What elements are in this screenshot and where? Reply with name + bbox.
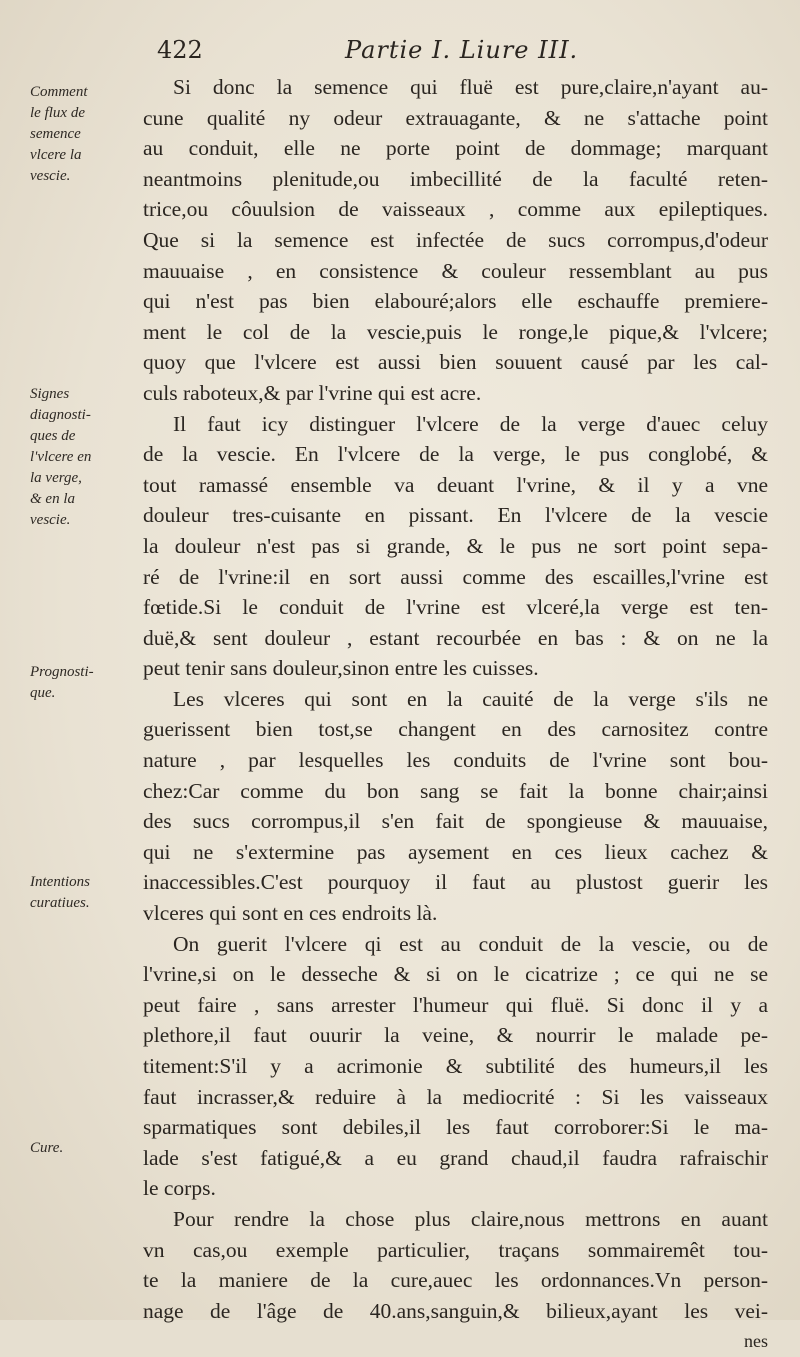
text-line: au conduit, elle ne porte point de dommage; marquant (143, 136, 768, 161)
text-line: nage de l'âge de 40.ans,sanguin,& bilieux,ayant les vei- (143, 1298, 768, 1323)
text-line: neantmoins plenitude,ou imbecillité de la faculté reten- (143, 166, 768, 191)
margin-note-semence (30, 82, 142, 187)
text-line: qui ne s'extermine pas aysement en ces lieux cachez & (143, 839, 768, 864)
text-line: l'vrine,si on le desseche & si on le cicatrize ; ce qui ne se (143, 962, 768, 987)
margin-note-line: vlcere la (30, 147, 82, 163)
text-line: peut faire , sans arrester l'humeur qui fluë. Si donc il y a (143, 992, 768, 1017)
text-line: tout ramassé ensemble va deuant l'vrine, & il y a vne (143, 472, 768, 497)
text-line: douleur tres-cuisante en pissant. En l'vlcere de la vescie (143, 503, 768, 528)
margin-note-line: semence (30, 126, 81, 142)
text-line: des sucs corrompus,il s'en fait de spongieuse & mauuaise, (143, 809, 768, 834)
text-line: faut incrasser,& reduire à la mediocrité : Si les vaisseaux (143, 1084, 768, 1109)
text-line: chez:Car comme du bon sang se fait la bonne chair;ainsi (143, 778, 768, 803)
margin-note-line: la verge, (30, 470, 82, 486)
margin-note-line: Intentions (30, 874, 90, 890)
text-line: mauuaise , en consistence & couleur ressemblant au pus (143, 258, 768, 283)
page-number: 422 (157, 36, 203, 64)
catchword: nes (744, 1331, 768, 1352)
text-line: culs raboteux,& par l'vrine qui est acre. (143, 380, 482, 405)
text-line: On guerit l'vlcere qi est au conduit de la vescie, ou de (173, 931, 768, 956)
text-line: te la maniere de la cure,auec les ordonnances.Vn person- (143, 1268, 768, 1293)
margin-note-line: vescie. (30, 168, 71, 184)
text-line: titement:S'il y a acrimonie & subtilité des humeurs,il les (143, 1054, 768, 1078)
margin-note-line: curatiues. (30, 895, 90, 911)
text-line: peut tenir sans douleur,sinon entre les cuisses. (143, 656, 539, 681)
page-header (157, 36, 637, 76)
text-line: fœtide.Si le conduit de l'vrine est vlceré,la verge est ten- (143, 595, 768, 620)
text-line: plethore,il faut ouurir la veine, & nourrir le malade pe- (143, 1023, 768, 1048)
text-line: Il faut icy distinguer l'vlcere de la verge d'auec celuy (173, 411, 768, 436)
text-line: cune qualité ny odeur extrauagante, & ne s'attache point (143, 105, 768, 130)
margin-note-intentions (30, 872, 142, 914)
text-line: Que si la semence est infectée de sucs corrompus,d'odeur (143, 227, 768, 252)
margin-note-line: vescie. (30, 512, 71, 528)
text-line: duë,& sent douleur , estant recourbée en bas : & on ne la (143, 625, 768, 650)
running-title: Partie I. Liure III. (345, 36, 579, 64)
text-line: ré de l'vrine:il en sort aussi comme des escailles,l'vrine est (143, 564, 768, 589)
text-line: nature , par lesquelles les conduits de l'vrine sont bou- (143, 748, 768, 773)
margin-note-line: le flux de (30, 105, 85, 121)
text-line: lade s'est fatigué,& a eu grand chaud,il faudra rafraischir (143, 1145, 768, 1170)
text-line: de la vescie. En l'vlcere de la verge, le pus conglobé, & (143, 442, 768, 467)
text-line: le corps. (143, 1176, 216, 1201)
margin-note-line: & en la (30, 491, 75, 507)
margin-note-line: diagnosti- (30, 407, 91, 423)
text-line: Les vlceres qui sont en la cauité de la verge s'ils ne (173, 686, 768, 711)
margin-note-line: Prognosti- (30, 664, 94, 680)
text-line: vlceres qui sont en ces endroits là. (143, 901, 438, 926)
text-line: Pour rendre la chose plus claire,nous mettrons en auant (173, 1206, 768, 1231)
main-text (143, 72, 768, 1357)
margin-note-line: que. (30, 685, 56, 701)
text-line: qui n'est pas bien elabouré;alors elle eschauffe premiere- (143, 289, 768, 314)
text-line: trice,ou côuulsion de vaisseaux , comme aux epileptiques. (143, 197, 768, 222)
text-line: sparmatiques sont debiles,il les faut corroborer:Si le ma- (143, 1115, 768, 1140)
text-line: quoy que l'vlcere est aussi bien souuent causé par les cal- (143, 350, 768, 375)
text-line: la douleur n'est pas si grande, & le pus ne sort point sepa- (143, 533, 768, 558)
text-line: inaccessibles.C'est pourquoy il faut au plustost guerir les (143, 870, 768, 895)
text-line: ment le col de la vescie,puis le ronge,le pique,& l'vlcere; (143, 319, 768, 344)
margin-note-line: ques de (30, 428, 76, 444)
text-line: Si donc la semence qui fluë est pure,claire,n'ayant au- (173, 75, 768, 99)
margin-note-signes (30, 384, 142, 531)
text-line: guerissent bien tost,se changent en des carnositez contre (143, 717, 768, 742)
text-line: vn cas,ou exemple particulier, traçans sommairemêt tou- (143, 1237, 768, 1262)
margin-note-line: l'vlcere en (30, 449, 92, 465)
margin-note-line: Comment (30, 84, 88, 100)
margin-note-line: Cure. (30, 1140, 64, 1156)
margin-note-prognostique (30, 662, 142, 704)
margin-note-cure (30, 1138, 142, 1159)
margin-note-line: Signes (30, 386, 70, 402)
